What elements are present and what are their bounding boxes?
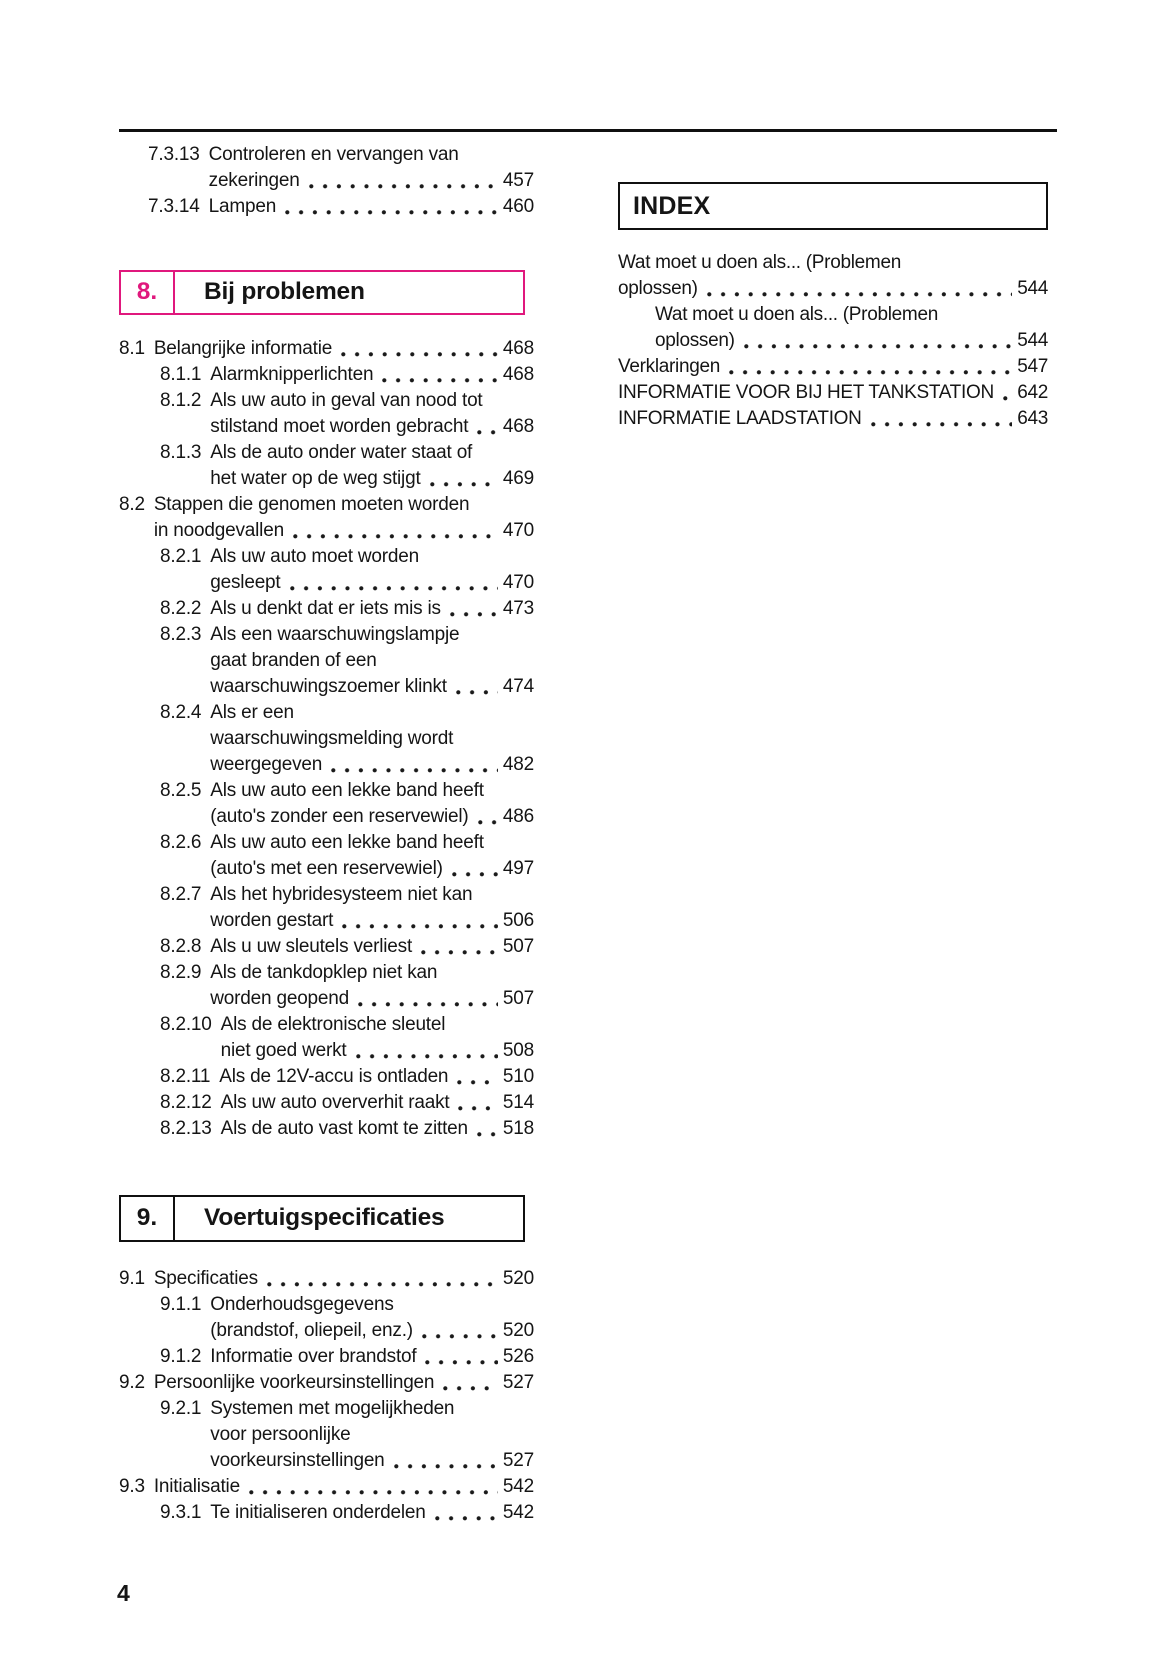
entry-page: 468 [502, 338, 534, 359]
dot-leader [443, 1386, 498, 1391]
entry-line [210, 570, 534, 596]
entry-lines [221, 1012, 534, 1064]
section-8-number: 8. [121, 272, 175, 313]
toc-entry [618, 354, 1048, 380]
entry-lines [618, 250, 1048, 302]
entry-line [210, 596, 534, 622]
entry-line [210, 934, 534, 960]
entry-page: 526 [502, 1346, 534, 1367]
entry-lines [154, 1370, 534, 1396]
entry-line [210, 700, 534, 726]
entry-line [210, 362, 534, 388]
dot-leader [267, 1282, 498, 1287]
entry-text: Te initialiseren onderdelen [210, 1502, 426, 1523]
entry-line [210, 1292, 534, 1318]
entry-page: 460 [502, 196, 534, 217]
entry-page: 508 [502, 1040, 534, 1061]
entry-text: Initialisatie [153, 1476, 240, 1497]
index-title: INDEX [633, 191, 711, 220]
dot-leader [450, 612, 498, 617]
entry-number: 8.2.7 [160, 884, 202, 905]
entry-text: Als er een [210, 702, 294, 723]
entry-number: 8.2.2 [160, 598, 202, 619]
toc-entry [160, 1090, 534, 1116]
entry-text: worden geopend [210, 988, 350, 1009]
toc-list-chapter-8 [119, 336, 534, 1142]
entry-line [210, 1344, 534, 1370]
entry-line [154, 492, 534, 518]
toc-entry [160, 596, 534, 622]
entry-number: 9.1.2 [160, 1346, 202, 1367]
entry-text: Onderhoudsgegevens [210, 1294, 394, 1315]
toc-entry [160, 1012, 534, 1064]
entry-lines [209, 142, 534, 194]
entry-text: waarschuwingsmelding wordt [210, 728, 454, 749]
dot-leader [341, 352, 498, 357]
entry-lines [154, 1266, 534, 1292]
entry-text: Belangrijke informatie [153, 338, 333, 359]
entry-number: 8.1.3 [160, 442, 202, 463]
entry-lines [209, 194, 534, 220]
entry-page: 542 [502, 1502, 534, 1523]
entry-line [210, 388, 534, 414]
section-9-header [119, 1195, 525, 1242]
entry-line [210, 908, 534, 934]
dot-leader [478, 820, 498, 825]
entry-page: 542 [502, 1476, 534, 1497]
entry-line [210, 830, 534, 856]
entry-line [618, 250, 1048, 276]
entry-text: niet goed werkt [220, 1040, 347, 1061]
entry-line [210, 1396, 534, 1422]
entry-text: voorkeursinstellingen [210, 1450, 385, 1471]
entry-page: 643 [1017, 408, 1048, 429]
dot-leader [430, 482, 498, 487]
entry-line [210, 674, 534, 700]
entry-lines [618, 406, 1048, 432]
section-8-header [119, 270, 525, 315]
entry-lines [618, 354, 1048, 380]
entry-page: 470 [502, 572, 534, 593]
right-column [618, 182, 1048, 432]
entry-text: Lampen [208, 196, 277, 217]
entry-text: (auto's zonder een reservewiel) [210, 806, 469, 827]
entry-line [154, 1474, 534, 1500]
entry-lines [210, 622, 534, 700]
entry-text: Als uw auto moet worden [210, 546, 419, 567]
entry-lines [154, 492, 534, 544]
dot-leader [358, 1002, 498, 1007]
entry-number: 9.2 [119, 1372, 145, 1393]
entry-text: INFORMATIE LAADSTATION [618, 408, 862, 429]
dot-leader [342, 924, 498, 929]
entry-page: 469 [502, 468, 534, 489]
toc-entry [148, 194, 534, 220]
toc-list-index [618, 250, 1048, 432]
entry-text: gesleept [210, 572, 281, 593]
entry-text: Informatie over brandstof [210, 1346, 417, 1367]
entry-line [154, 336, 534, 362]
entry-lines [154, 336, 534, 362]
entry-line [655, 328, 1048, 354]
entry-text: Als uw auto een lekke band heeft [210, 832, 484, 853]
entry-lines [210, 596, 534, 622]
toc-entry [119, 1370, 534, 1396]
entry-line [618, 276, 1048, 302]
entry-text: Als een waarschuwingslampje [210, 624, 460, 645]
entry-line [210, 856, 534, 882]
page-number: 4 [117, 1580, 130, 1606]
entry-text: stilstand moet worden gebracht [210, 416, 469, 437]
entry-number: 7.3.13 [148, 144, 200, 165]
entry-page: 468 [502, 364, 534, 385]
entry-line [219, 1064, 534, 1090]
entry-text: (auto's met een reservewiel) [210, 858, 443, 879]
entry-line [210, 778, 534, 804]
entry-text: Verklaringen [618, 356, 721, 377]
entry-lines [210, 440, 534, 492]
dot-leader [871, 422, 1013, 427]
entry-text: worden gestart [210, 910, 334, 931]
entry-line [210, 648, 534, 674]
toc-entry [160, 1292, 534, 1344]
dot-leader [421, 950, 498, 955]
entry-page: 510 [502, 1066, 534, 1087]
entry-number: 8.2.11 [160, 1066, 211, 1087]
entry-page: 486 [502, 806, 534, 827]
entry-line [618, 380, 1048, 406]
entry-lines [210, 830, 534, 882]
entry-line [221, 1012, 534, 1038]
dot-leader [457, 1080, 498, 1085]
entry-line [655, 302, 1048, 328]
entry-line [210, 1448, 534, 1474]
index-header [618, 182, 1048, 230]
entry-line [210, 1318, 534, 1344]
entry-line [210, 440, 534, 466]
entry-page: 520 [502, 1320, 534, 1341]
dot-leader [452, 872, 498, 877]
entry-line [221, 1090, 534, 1116]
entry-page: 527 [502, 1450, 534, 1471]
toc-entry [160, 1344, 534, 1370]
toc-entry [119, 336, 534, 362]
entry-page: 482 [502, 754, 534, 775]
dot-leader [477, 430, 498, 435]
entry-line [154, 1266, 534, 1292]
toc-entry [618, 406, 1048, 432]
entry-page: 470 [502, 520, 534, 541]
toc-entry [148, 142, 534, 194]
entry-page: 547 [1017, 356, 1048, 377]
entry-text: Specificaties [153, 1268, 258, 1289]
entry-line [221, 1038, 534, 1064]
toc-entry [160, 882, 534, 934]
toc-entry [119, 1266, 534, 1292]
entry-line [210, 804, 534, 830]
entry-page: 514 [502, 1092, 534, 1113]
dot-leader [425, 1360, 497, 1365]
entry-lines [219, 1064, 534, 1090]
entry-number: 8.2.6 [160, 832, 202, 853]
entry-text: Als uw auto oververhit raakt [220, 1092, 450, 1113]
entry-text: weergegeven [210, 754, 323, 775]
entry-text: Wat moet u doen als... (Problemen [618, 252, 901, 273]
entry-number: 8.2.5 [160, 780, 202, 801]
entry-text: Als de tankdopklep niet kan [210, 962, 438, 983]
dot-leader [293, 534, 498, 539]
entry-number: 8.2.3 [160, 624, 202, 645]
entry-lines [210, 362, 534, 388]
entry-number: 8.1.2 [160, 390, 202, 411]
entry-text: Als u uw sleutels verliest [210, 936, 413, 957]
toc-entry [160, 960, 534, 1012]
entry-line [209, 142, 534, 168]
dot-leader [422, 1334, 498, 1339]
entry-line [221, 1116, 534, 1142]
entry-text: Als de 12V-accu is ontladen [219, 1066, 449, 1087]
toc-entry [119, 492, 534, 544]
entry-lines [210, 1396, 534, 1474]
entry-lines [210, 1500, 534, 1526]
entry-lines [210, 1292, 534, 1344]
entry-number: 8.2.8 [160, 936, 202, 957]
entry-number: 9.1.1 [160, 1294, 202, 1315]
entry-page: 506 [502, 910, 534, 931]
left-column [119, 142, 534, 1526]
entry-text: zekeringen [208, 170, 300, 191]
entry-lines [210, 882, 534, 934]
entry-line [210, 544, 534, 570]
entry-line [210, 726, 534, 752]
dot-leader [309, 184, 498, 189]
entry-number: 8.2.12 [160, 1092, 212, 1113]
entry-page: 473 [502, 598, 534, 619]
entry-number: 8.1 [119, 338, 145, 359]
entry-line [154, 1370, 534, 1396]
entry-text: Controleren en vervangen van [208, 144, 459, 165]
dot-leader [458, 1106, 497, 1111]
toc-entry [160, 362, 534, 388]
toc-entry [160, 778, 534, 830]
entry-page: 457 [502, 170, 534, 191]
entry-lines [210, 960, 534, 1012]
entry-text: Als de elektronische sleutel [220, 1014, 446, 1035]
entry-page: 474 [502, 676, 534, 697]
entry-number: 8.2.1 [160, 546, 202, 567]
dot-leader [1003, 396, 1012, 401]
entry-page: 520 [502, 1268, 534, 1289]
entry-text: gaat branden of een [210, 650, 377, 671]
dot-leader [729, 370, 1012, 375]
entry-page: 507 [502, 936, 534, 957]
entry-lines [210, 778, 534, 830]
entry-page: 507 [502, 988, 534, 1009]
top-rule [119, 129, 1057, 132]
toc-entry [160, 622, 534, 700]
entry-lines [221, 1116, 534, 1142]
entry-number: 7.3.14 [148, 196, 200, 217]
entry-text: Als het hybridesysteem niet kan [210, 884, 473, 905]
entry-text: (brandstof, oliepeil, enz.) [210, 1320, 413, 1341]
toc-entry [618, 250, 1048, 302]
entry-text: in noodgevallen [153, 520, 284, 541]
entry-line [618, 354, 1048, 380]
entry-line [210, 622, 534, 648]
toc-entry [618, 380, 1048, 406]
entry-line [210, 752, 534, 778]
entry-line [618, 406, 1048, 432]
entry-lines [210, 544, 534, 596]
entry-number: 9.2.1 [160, 1398, 202, 1419]
entry-line [210, 466, 534, 492]
entry-page: 518 [502, 1118, 534, 1139]
entry-lines [210, 700, 534, 778]
toc-entry [160, 1116, 534, 1142]
entry-text: INFORMATIE VOOR BIJ HET TANKSTATION [618, 382, 994, 403]
dot-leader [331, 768, 498, 773]
entry-line [210, 1500, 534, 1526]
entry-line [210, 414, 534, 440]
entry-line [209, 168, 534, 194]
dot-leader [356, 1054, 498, 1059]
entry-number: 8.2 [119, 494, 145, 515]
entry-text: Persoonlijke voorkeursinstellingen [153, 1372, 435, 1393]
entry-text: oplossen) [655, 330, 735, 351]
entry-line [210, 960, 534, 986]
toc-entry [160, 830, 534, 882]
entry-page: 468 [502, 416, 534, 437]
entry-number: 9.1 [119, 1268, 145, 1289]
toc-entry [160, 1396, 534, 1474]
entry-text: Als de auto onder water staat of [210, 442, 473, 463]
entry-text: het water op de weg stijgt [210, 468, 421, 489]
dot-leader [285, 210, 498, 215]
dot-leader [744, 344, 1013, 349]
entry-number: 8.2.13 [160, 1118, 212, 1139]
dot-leader [707, 292, 1013, 297]
entry-line [210, 1422, 534, 1448]
dot-leader [382, 378, 498, 383]
entry-line [210, 882, 534, 908]
toc-list-chapter-9 [119, 1266, 534, 1526]
section-9-number: 9. [121, 1197, 175, 1240]
toc-entry [160, 934, 534, 960]
toc-entry [119, 1474, 534, 1500]
entry-text: waarschuwingszoemer klinkt [210, 676, 447, 697]
entry-number: 8.1.1 [160, 364, 202, 385]
entry-page: 544 [1017, 330, 1048, 351]
entry-text: Als u denkt dat er iets mis is [210, 598, 441, 619]
entry-lines [210, 388, 534, 440]
entry-text: Stappen die genomen moeten worden [153, 494, 470, 515]
toc-list-chapter-7 [148, 142, 534, 220]
section-9-title: Voertuigspecificaties [204, 1203, 445, 1231]
dot-leader [290, 586, 498, 591]
entry-lines [210, 1344, 534, 1370]
toc-entry [160, 1064, 534, 1090]
toc-entry [160, 1500, 534, 1526]
entry-lines [210, 934, 534, 960]
entry-number: 8.2.4 [160, 702, 202, 723]
entry-text: Als uw auto een lekke band heeft [210, 780, 484, 801]
toc-entry [160, 544, 534, 596]
entry-text: Alarmknipperlichten [210, 364, 374, 385]
dot-leader [249, 1490, 498, 1495]
dot-leader [435, 1516, 498, 1521]
toc-entry [655, 302, 1048, 354]
entry-page: 544 [1017, 278, 1048, 299]
toc-entry [160, 700, 534, 778]
entry-page: 527 [502, 1372, 534, 1393]
entry-line [210, 986, 534, 1012]
dot-leader [477, 1132, 498, 1137]
entry-lines [655, 302, 1048, 354]
dot-leader [394, 1464, 498, 1469]
entry-number: 9.3 [119, 1476, 145, 1497]
dot-leader [456, 690, 498, 695]
entry-text: Als uw auto in geval van nood tot [210, 390, 483, 411]
entry-page: 642 [1017, 382, 1048, 403]
entry-number: 8.2.10 [160, 1014, 212, 1035]
entry-line [154, 518, 534, 544]
entry-number: 9.3.1 [160, 1502, 202, 1523]
entry-text: Als de auto vast komt te zitten [220, 1118, 468, 1139]
section-8-title: Bij problemen [204, 277, 365, 305]
entry-line [209, 194, 534, 220]
entry-text: Systemen met mogelijkheden [210, 1398, 455, 1419]
entry-number: 8.2.9 [160, 962, 202, 983]
entry-page: 497 [502, 858, 534, 879]
entry-text: oplossen) [618, 278, 698, 299]
toc-entry [160, 388, 534, 440]
toc-entry [160, 440, 534, 492]
entry-lines [618, 380, 1048, 406]
entry-text: Wat moet u doen als... (Problemen [655, 304, 938, 325]
entry-text: voor persoonlijke [210, 1424, 351, 1445]
entry-lines [221, 1090, 534, 1116]
entry-lines [154, 1474, 534, 1500]
